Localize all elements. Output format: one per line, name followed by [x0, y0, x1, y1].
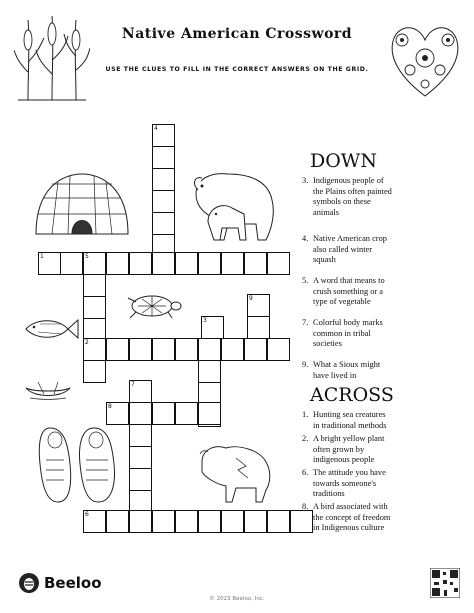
grid-cell[interactable] [175, 510, 198, 533]
across-clue-8: 8. A bird associated with the concept of freedom in Indigenous culture [302, 502, 391, 533]
grid-cell[interactable] [175, 338, 198, 361]
grid-cell[interactable] [106, 252, 129, 275]
grid-cell[interactable] [129, 510, 152, 533]
clue-number: 5 [85, 253, 89, 260]
grid-cell[interactable] [152, 168, 175, 191]
grid-cell[interactable] [129, 446, 152, 469]
grid-cell[interactable] [83, 510, 106, 533]
grid-cell[interactable] [267, 510, 290, 533]
copyright: © 2023 Beeloo, Inc. [209, 596, 265, 602]
grid-cell[interactable] [152, 338, 175, 361]
grid-cell[interactable] [60, 252, 83, 275]
grid-cell[interactable] [129, 424, 152, 447]
grid-cell[interactable] [152, 510, 175, 533]
down-clue-9: 9. What a Sioux might have lived in [302, 360, 381, 380]
grid-cell[interactable] [83, 296, 106, 319]
grid-cell[interactable] [244, 338, 267, 361]
across-clue-6: 6. The attitude you have towards someone's traditions [302, 468, 386, 499]
grid-cell[interactable] [244, 510, 267, 533]
clue-number: 9 [249, 295, 253, 302]
grid-cell[interactable] [198, 338, 221, 361]
grid-cell[interactable] [175, 252, 198, 275]
page-title: Native American Crossword [121, 26, 353, 42]
clue-number: 6 [85, 511, 89, 518]
grid-cell[interactable] [83, 252, 106, 275]
down-clue-5: 5. A word that means to crush something or a type of vegetable [302, 276, 385, 307]
across-clue-1: 1. Hunting sea creatures in traditional methods [302, 410, 387, 430]
grid-cell[interactable] [175, 402, 198, 425]
grid-cell[interactable] [152, 402, 175, 425]
grid-cell[interactable] [129, 468, 152, 491]
clue-number: 3 [203, 317, 207, 324]
grid-cell[interactable] [290, 510, 313, 533]
grid-cell[interactable] [221, 510, 244, 533]
grid-cell[interactable] [152, 146, 175, 169]
down-clue-3: 3. Indigenous people of the Plains often painted symbols on these animals [302, 176, 392, 217]
grid-cell[interactable] [152, 212, 175, 235]
grid-cell[interactable] [198, 402, 221, 425]
grid-cell[interactable] [129, 380, 152, 403]
grid-cell[interactable] [106, 338, 129, 361]
brand-logo [18, 572, 102, 594]
grid-cell[interactable] [152, 124, 175, 147]
across-clue-2: 2. A bright yellow plant often grown by indigenous people [302, 434, 385, 465]
clue-number: 2 [85, 339, 89, 346]
grid-cell[interactable] [106, 402, 129, 425]
grid-cell[interactable] [244, 252, 267, 275]
bee-icon [18, 572, 40, 594]
across-heading: ACROSS [310, 384, 394, 406]
grid-cell[interactable] [198, 252, 221, 275]
grid-cell[interactable] [83, 274, 106, 297]
instructions: USE THE CLUES TO FILL IN THE CORRECT ANSWERS ON THE GRID. [105, 66, 369, 73]
grid-cell[interactable] [152, 190, 175, 213]
clue-number: 4 [154, 125, 158, 132]
grid-cell[interactable] [38, 252, 61, 275]
grid-cell[interactable] [267, 252, 290, 275]
grid-cell[interactable] [198, 360, 221, 383]
grid-cell[interactable] [198, 510, 221, 533]
brand-name: Beeloo [44, 574, 102, 592]
down-clue-7: 7. Colorful body marks common in tribal societies [302, 318, 383, 349]
down-heading: DOWN [310, 150, 377, 172]
grid-cell[interactable] [247, 316, 270, 339]
grid-cell[interactable] [129, 338, 152, 361]
grid-cell[interactable] [267, 338, 290, 361]
grid-cell[interactable] [106, 510, 129, 533]
clue-number: 1 [40, 253, 44, 260]
down-clue-4: 4. Native American crop also called winter squash [302, 234, 387, 265]
grid-cell[interactable] [247, 294, 270, 317]
grid-cell[interactable] [201, 316, 224, 339]
clue-number: 8 [108, 403, 112, 410]
qr-code [430, 568, 460, 598]
clue-number: 7 [131, 381, 135, 388]
grid-cell[interactable] [129, 252, 152, 275]
grid-cell[interactable] [129, 402, 152, 425]
grid-cell[interactable] [221, 252, 244, 275]
grid-cell[interactable] [83, 360, 106, 383]
grid-cell[interactable] [221, 338, 244, 361]
grid-cell[interactable] [83, 338, 106, 361]
grid-cell[interactable] [152, 252, 175, 275]
